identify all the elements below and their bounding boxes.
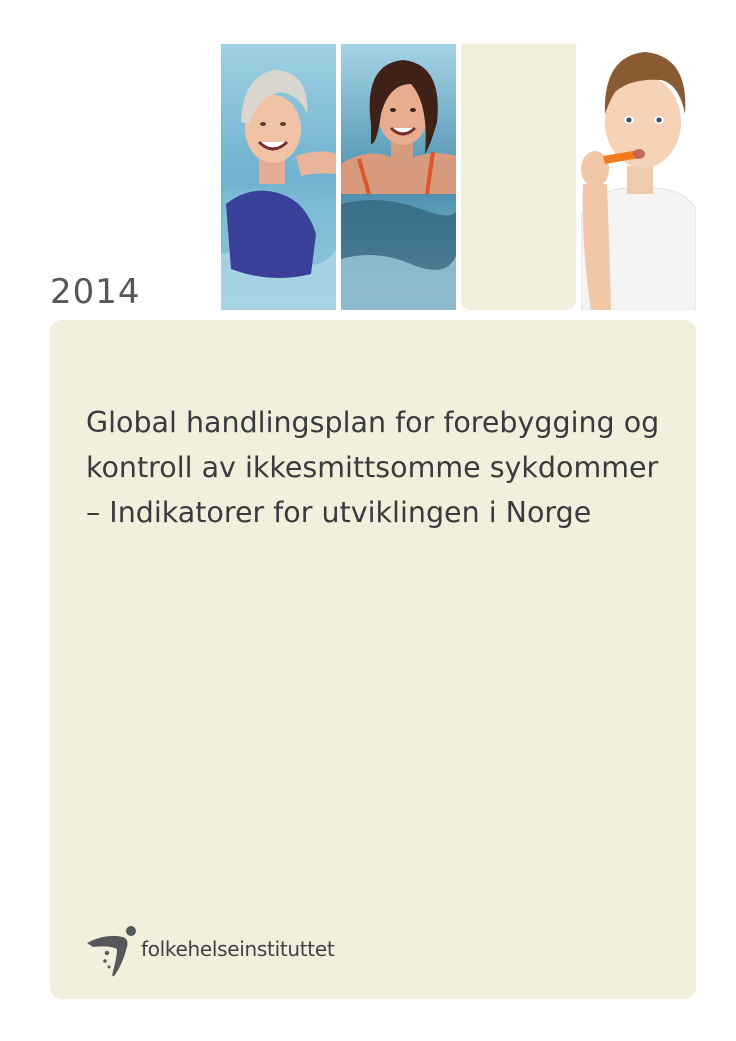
document-title [86,400,686,535]
cover-panel [50,320,696,999]
title-line: Global handlingsplan for forebygging og [86,406,660,439]
publisher-name: folkehelseinstituttet [141,937,335,961]
boy-eating-carrot-photo [581,44,696,310]
woman-in-pool-photo [341,44,456,310]
older-woman-in-pool-photo [221,44,336,310]
title-line: – Indikatorer for utviklingen i Norge [86,496,592,529]
folkehelseinstituttet-logo-icon [87,923,141,979]
title-line: kontroll av ikkesmittsomme sykdommer [86,451,659,484]
blank-beige-tile [461,44,576,310]
year-label: 2014 [50,272,141,312]
